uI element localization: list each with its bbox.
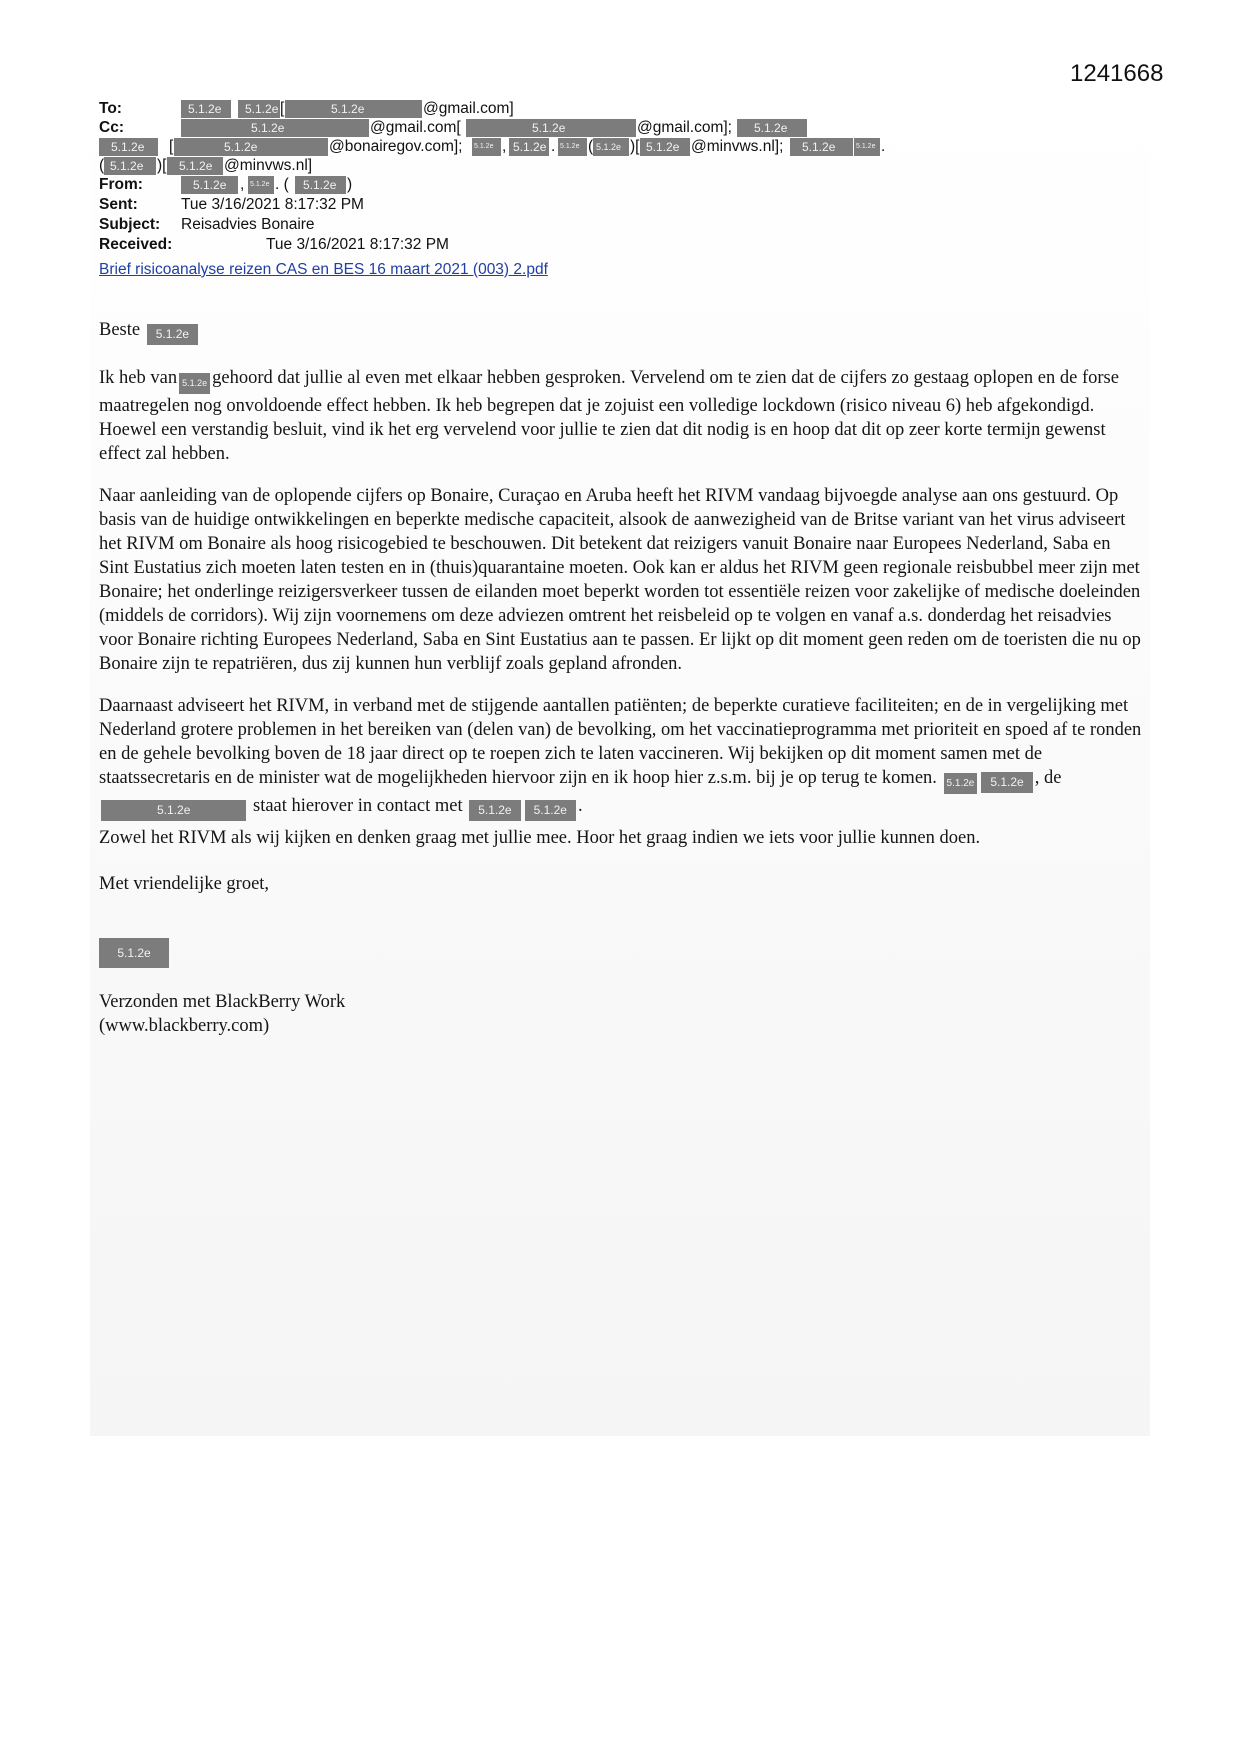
- redaction-block: 5.1.2e: [179, 373, 210, 394]
- cc-domain: @minvws.nl];: [691, 138, 784, 155]
- redaction-block: 5.1.2e: [944, 773, 978, 794]
- to-label: To:: [99, 100, 122, 117]
- redaction-block: 5.1.2e: [466, 119, 636, 137]
- redaction-block: 5.1.2e: [640, 138, 690, 156]
- footer-line-1: Verzonden met BlackBerry Work: [99, 992, 346, 1012]
- sent-label: Sent:: [99, 196, 138, 213]
- redaction-block: 5.1.2e: [181, 119, 369, 137]
- redaction-block: 5.1.2e: [248, 176, 274, 194]
- redaction-block: 5.1.2e: [181, 176, 238, 194]
- redaction-block: 5.1.2e: [285, 100, 422, 118]
- cc-domain: @minvws.nl]: [224, 157, 313, 174]
- paragraph-2: Naar aanleiding van de oplopende cijfers op Bonaire, Curaçao en Aruba heeft het RIVM vandaag bijvoegde analyse aan ons gestuurd. Op basis van de huidige ontwikkelingen en beperkte medische capaciteit, alsook de aanwezigheid van de Britse variant van het virus adviseert het RIVM om Bonaire als hoog risicogebied te beschouwen. Dit betekent dat reizigers vanuit Bonaire naar Europees Nederland, Saba en Sint Eustatius zich moeten laten testen en in (thuis)quarantaine moeten. Ook kan er aldus het RIVM geen regionale reisbubbel meer zijn met Bonaire; het onderlinge reizigersverkeer tussen de eilanden moet beperkt worden tot essentiële reizen voor zakelijke of medische doeleinden (middels de corridors). Wij zijn voornemens om deze adviezen omtrent het reisbeleid op te volgen en vanaf a.s. donderdag het reisadvies voor Bonaire richting Europees Nederland, Saba en Sint Eustatius aan te passen. Er lijkt op dit moment geen reden om de toeristen die nu op Bonaire zijn te repatriëren, dus zij kunnen hun verblijf zoals gepland afronden.: [99, 486, 1141, 674]
- redaction-block: 5.1.2e: [147, 324, 198, 345]
- redaction-block: 5.1.2e: [104, 157, 156, 175]
- subject-label: Subject:: [99, 216, 161, 233]
- received-label: Received:: [99, 236, 173, 253]
- redaction-block: 5.1.2e: [99, 138, 158, 156]
- signature-redaction: 5.1.2e: [99, 938, 169, 968]
- redaction-block: 5.1.2e: [593, 138, 629, 156]
- paragraph-text: , de: [1034, 768, 1062, 788]
- redaction-block: 5.1.2e: [167, 157, 223, 175]
- paragraph-4: Zowel het RIVM als wij kijken en denken graag met jullie mee. Hoor het graag indien we iets voor jullie kunnen doen.: [99, 828, 981, 848]
- cc-domain: @gmail.com];: [637, 119, 732, 136]
- cc-label: Cc:: [99, 119, 124, 136]
- redaction-block: 5.1.2e: [181, 100, 231, 118]
- received-value: Tue 3/16/2021 8:17:32 PM: [266, 236, 449, 253]
- redaction-block: 5.1.2e: [737, 119, 807, 137]
- paragraph-1: [99, 366, 1144, 466]
- from-label: From:: [99, 176, 143, 193]
- redaction-block: 5.1.2e: [174, 138, 328, 156]
- redaction-block: 5.1.2e: [469, 800, 520, 821]
- sent-value: Tue 3/16/2021 8:17:32 PM: [181, 196, 364, 213]
- paragraph-3: [99, 694, 1144, 821]
- cc-domain: @bonairegov.com];: [329, 138, 463, 155]
- greeting: Beste: [99, 320, 141, 340]
- paragraph-text: .: [577, 796, 583, 816]
- attachment-link[interactable]: Brief risicoanalyse reizen CAS en BES 16 maart 2021 (003) 2.pdf: [99, 261, 548, 278]
- paragraph-text: staat hierover in contact met: [253, 796, 463, 816]
- subject-value: Reisadvies Bonaire: [181, 216, 315, 233]
- redaction-block: 5.1.2e: [238, 100, 280, 118]
- closing: Met vriendelijke groet,: [99, 874, 270, 894]
- redaction-block: 5.1.2e: [854, 138, 880, 156]
- greeting-line: [99, 318, 1144, 345]
- paragraph-text: Daarnaast adviseert het RIVM, in verband met de stijgende aantallen patiënten; de beperkte curatieve faciliteiten; en de in vergelijking met Nederland grotere problemen in het bereiken van (delen van) de bevolking, om het vaccinatieprogramma met prioriteit en spoed af te ronden en de gehele bevolking boven de 18 jaar direct op te roepen zich te laten vaccineren. Wij bekijken op dit moment samen met de staatssecretaris en de minister wat de mogelijkheden hiervoor zijn en ik hoop hier z.s.m. bij je op terug te komen.: [99, 696, 1142, 788]
- document-number: 1241668: [1070, 60, 1164, 87]
- redaction-block: 5.1.2e: [472, 138, 501, 156]
- footer-line-2: (www.blackberry.com): [99, 1016, 270, 1036]
- to-domain: @gmail.com]: [423, 100, 514, 117]
- redaction-block: 5.1.2e: [101, 800, 246, 821]
- cc-domain: @gmail.com[: [370, 119, 461, 136]
- redaction-block: 5.1.2e: [525, 800, 576, 821]
- redaction-block: 5.1.2e: [509, 138, 549, 156]
- redaction-block: 5.1.2e: [981, 772, 1032, 793]
- redaction-block: 5.1.2e: [790, 138, 853, 156]
- redaction-block: 5.1.2e: [295, 176, 346, 194]
- paragraph-text: gehoord dat jullie al even met elkaar hebben gesproken. Vervelend om te zien dat de cijfers zo gestaag oplopen en de forse maatregelen nog onvoldoende effect hebben. Ik heb begrepen dat je zojuist een volledige lockdown (risico niveau 6) heb afgekondigd. Hoewel een verstandig besluit, vind ik het erg vervelend voor jullie te zien dat dit nodig is en hoop dat dit op zeer korte termijn gewenst effect zal hebben.: [99, 368, 1119, 464]
- paragraph-text: Ik heb van: [99, 368, 178, 388]
- redaction-block: 5.1.2e: [558, 138, 587, 156]
